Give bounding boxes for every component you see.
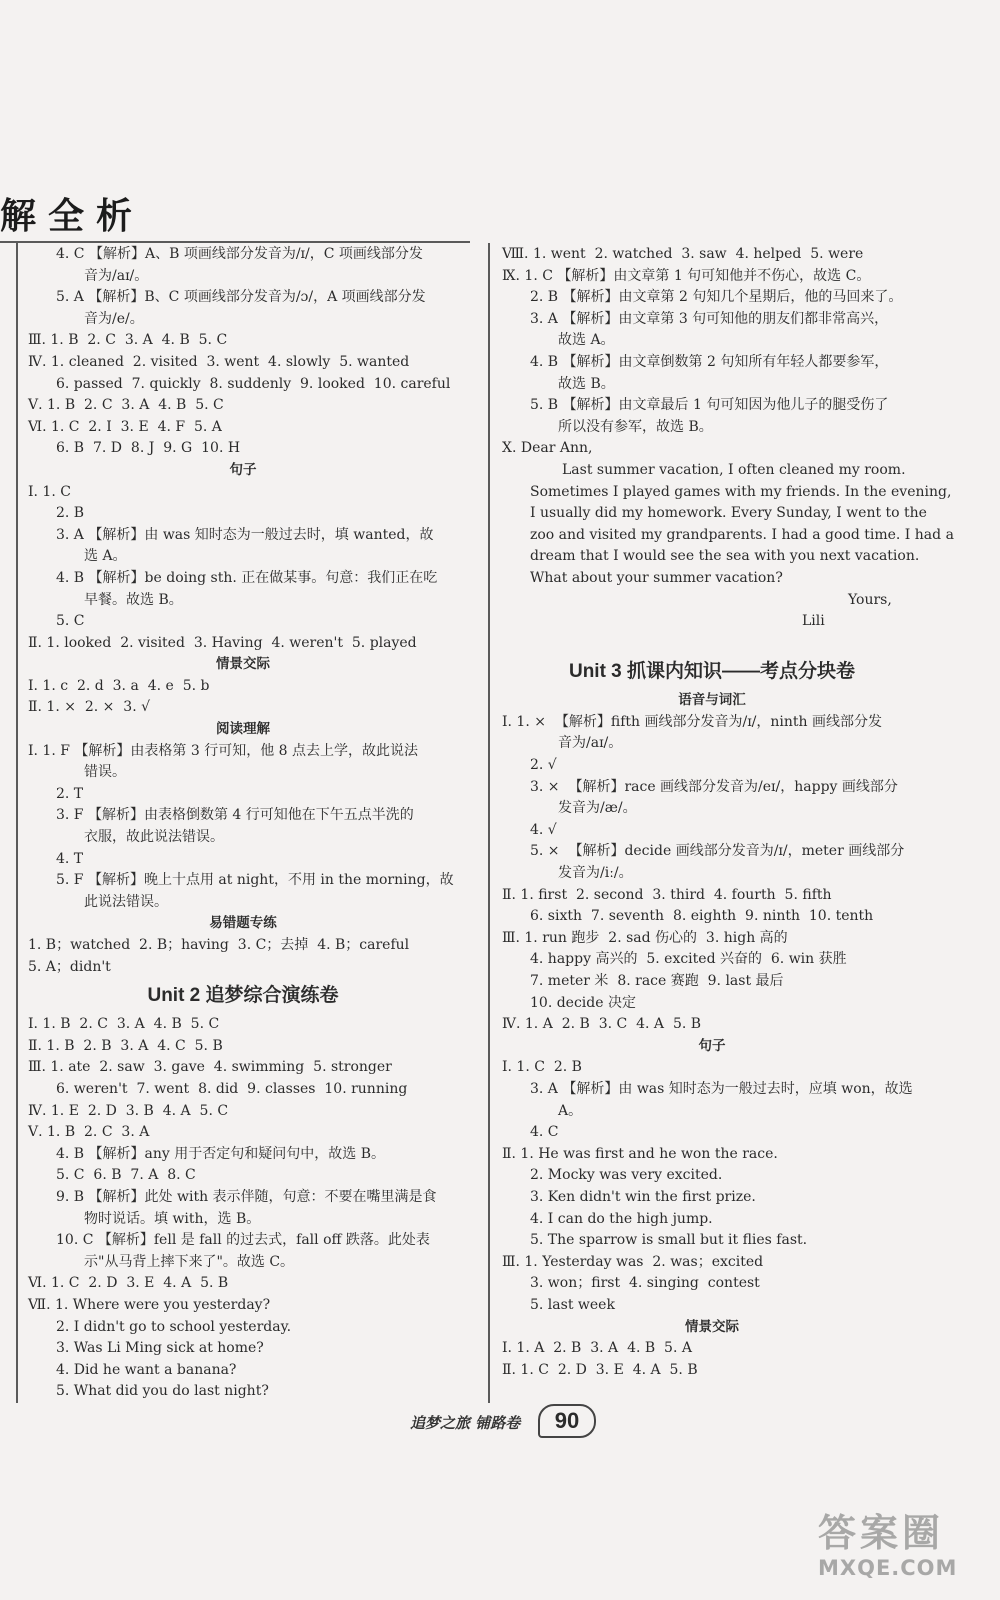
answer-line: 6. passed 7. quickly 8. suddenly 9. looked 10. careful — [56, 375, 451, 392]
answer-line: 音为/aɪ/。 — [84, 267, 149, 284]
answer-line: 发音为/æ/。 — [558, 800, 637, 817]
answer-line: Ⅱ. 1. × 2. × 3. √ — [28, 699, 151, 716]
answer-line: 3. F 【解析】由表格倒数第 4 行可知他在下午五点半洗的 — [56, 807, 414, 824]
answer-line: 4. B 【解析】由文章倒数第 2 句知所有年轻人都要参军， — [530, 353, 889, 370]
answer-line: 5. C — [56, 613, 85, 630]
answer-line: 6. B 7. D 8. J 9. G 10. H — [56, 440, 241, 457]
answer-line: 5. F 【解析】晚上十点用 at night，不用 in the morning，故 — [56, 872, 454, 889]
answer-line: Ⅲ. 1. ate 2. saw 3. gave 4. swimming 5. stronger — [28, 1059, 392, 1076]
answer-line: 4. √ — [530, 821, 557, 838]
answer-line: 3. × 【解析】race 画线部分发音为/eɪ/，happy 画线部分 — [530, 778, 898, 795]
answer-line: Ⅲ. 1. Yesterday was 2. was；excited — [502, 1253, 764, 1270]
answer-line: Lili — [802, 613, 825, 630]
answer-line: 4. C — [530, 1124, 559, 1141]
answer-line: 6. sixth 7. seventh 8. eighth 9. ninth 10. tenth — [530, 908, 874, 925]
section-heading: 语音与词汇 — [678, 692, 746, 709]
answer-line: 3. won；first 4. singing contest — [530, 1275, 760, 1292]
answer-line: Ⅳ. 1. A 2. B 3. C 4. A 5. B — [502, 1016, 702, 1033]
answer-line: 4. B 【解析】any 用于否定句和疑问句中，故选 B。 — [56, 1145, 386, 1162]
left-margin-rule — [16, 243, 18, 1403]
answer-line: Ⅰ. 1. C — [28, 483, 71, 500]
answer-line: 故选 A。 — [558, 332, 615, 349]
answer-line: 5. What did you do last night? — [56, 1383, 269, 1400]
column-divider — [488, 243, 490, 1403]
answer-line: 10. C 【解析】fell 是 fall 的过去式，fall off 跌落。此处表 — [56, 1232, 430, 1249]
answer-line: 2. T — [56, 785, 84, 802]
answer-line: Ⅱ. 1. looked 2. visited 3. Having 4. weren't 5. played — [28, 634, 417, 651]
answer-line: 发音为/iː/。 — [558, 865, 633, 882]
answer-line: 音为/e/。 — [84, 310, 144, 327]
answer-line: 音为/aɪ/。 — [558, 735, 623, 752]
answer-line: Ⅰ. 1. C 2. B — [502, 1059, 582, 1076]
answer-line: 7. meter 米 8. race 赛跑 9. last 最后 — [530, 973, 784, 989]
page-footer — [410, 1404, 600, 1438]
answer-line: 示"从马背上摔下来了"。故选 C。 — [84, 1253, 295, 1270]
section-heading: 情景交际 — [216, 656, 270, 673]
answer-line: 2. B — [56, 505, 85, 522]
answer-line: 衣服，故此说法错误。 — [84, 829, 224, 846]
answer-line: Sometimes I played games with my friends. In the evening, — [530, 483, 952, 500]
answer-line: Ⅰ. 1. B 2. C 3. A 4. B 5. C — [28, 1016, 220, 1033]
answer-line: I usually did my homework. Every Sunday, I went to the — [530, 505, 927, 522]
watermark-url: MXQE.COM — [818, 1556, 958, 1580]
section-heading: 句子 — [698, 1037, 726, 1054]
answer-line: 5. × 【解析】decide 画线部分发音为/ɪ/，meter 画线部分 — [530, 843, 905, 860]
answer-line: 3. Ken didn't win the first prize. — [530, 1188, 756, 1205]
answer-line: Ⅵ. 1. C 2. I 3. E 4. F 5. A — [28, 418, 222, 435]
answer-line: 早餐。故选 B。 — [84, 591, 183, 608]
answer-line: 故选 B。 — [558, 375, 615, 392]
section-heading: 情景交际 — [685, 1318, 739, 1335]
answer-line: 5. B 【解析】由文章最后 1 句可知因为他儿子的腿受伤了 — [530, 397, 889, 414]
answer-line: 错误。 — [84, 764, 126, 781]
watermark-logo — [818, 1510, 988, 1590]
brand-logo: 追梦之旅 铺路卷 — [410, 1414, 521, 1432]
section-heading: 阅读理解 — [216, 721, 270, 738]
answer-line: 2. B 【解析】由文章第 2 句知几个星期后，他的马回来了。 — [530, 289, 903, 306]
answer-line: What about your summer vacation? — [530, 569, 783, 586]
page-title: 解全析 — [0, 196, 145, 237]
answer-line: Ⅰ. 1. F 【解析】由表格第 3 行可知，他 8 点去上学，故此说法 — [28, 742, 419, 759]
answer-line: Ⅴ. 1. B 2. C 3. A 4. B 5. C — [28, 397, 224, 414]
answer-line: Ⅵ. 1. C 2. D 3. E 4. A 5. B — [28, 1275, 229, 1292]
answer-line: dream that I would see the sea with you next vacation. — [530, 548, 920, 565]
answer-line: Ⅸ. 1. C 【解析】由文章第 1 句可知他并不伤心，故选 C。 — [502, 267, 871, 284]
answer-line: Ⅹ. Dear Ann, — [502, 440, 593, 457]
answer-line: Ⅲ. 1. B 2. C 3. A 4. B 5. C — [28, 332, 228, 349]
answer-line: Ⅱ. 1. first 2. second 3. third 4. fourth 5. fifth — [502, 886, 832, 903]
watermark-text: 答案圈 — [818, 1511, 945, 1555]
answer-line: 4. T — [56, 850, 84, 867]
answer-line: 3. A 【解析】由文章第 3 句可知他的朋友们都非常高兴， — [530, 310, 889, 327]
left-column — [28, 244, 458, 1403]
answer-line: 4. Did he want a banana? — [56, 1361, 237, 1378]
answer-line: 4. I can do the high jump. — [530, 1210, 713, 1227]
answer-line: 4. happy 高兴的 5. excited 兴奋的 6. win 获胜 — [530, 951, 847, 968]
section-heading: 易错题专练 — [209, 915, 277, 932]
answer-line: 5. A；didn't — [28, 958, 111, 975]
answer-line — [502, 633, 922, 655]
answer-line: Ⅱ. 1. He was first and he won the race. — [502, 1145, 778, 1162]
answer-line: 1. B；watched 2. B；having 3. C；去掉 4. B；careful — [28, 937, 410, 953]
answer-line: 3. A 【解析】由 was 知时态为一般过去时，应填 won，故选 — [530, 1080, 913, 1097]
answer-line: Ⅴ. 1. B 2. C 3. A — [28, 1124, 150, 1141]
answer-line: Last summer vacation, I often cleaned my room. — [562, 461, 906, 478]
answer-line: 5. The sparrow is small but it flies fast. — [530, 1232, 808, 1249]
answer-line: 2. Mocky was very excited. — [530, 1167, 723, 1184]
answer-line: 2. I didn't go to school yesterday. — [56, 1318, 292, 1335]
answer-line: Ⅱ. 1. B 2. B 3. A 4. C 5. B — [28, 1037, 223, 1054]
answer-line: Ⅰ. 1. × 【解析】fifth 画线部分发音为/ɪ/，ninth 画线部分发 — [502, 713, 882, 730]
answer-line: 2. √ — [530, 757, 557, 774]
answer-line: Ⅲ. 1. run 跑步 2. sad 伤心的 3. high 高的 — [502, 929, 788, 946]
answer-line: 3. A 【解析】由 was 知时态为一般过去时，填 wanted，故 — [56, 526, 434, 543]
answer-line: 5. A 【解析】B、C 项画线部分发音为/ɔ/，A 项画线部分发 — [56, 289, 426, 306]
section-heading: 句子 — [229, 461, 257, 478]
header-divider — [0, 241, 470, 243]
answer-line: Ⅰ. 1. c 2. d 3. a 4. e 5. b — [28, 677, 210, 694]
answer-line: 4. C 【解析】A、B 项画线部分发音为/ɪ/，C 项画线部分发 — [56, 246, 423, 262]
unit-title: Unit 2 追梦综合演练卷 — [147, 985, 339, 1007]
answer-line: 10. decide 决定 — [530, 994, 636, 1011]
unit-title: Unit 3 抓课内知识——考点分块卷 — [568, 661, 856, 683]
answer-line: zoo and visited my grandparents. I had a good time. I had a — [530, 526, 954, 543]
page-number: 90 — [538, 1404, 596, 1438]
answer-line: Ⅰ. 1. A 2. B 3. A 4. B 5. A — [502, 1340, 692, 1357]
answer-line: Ⅱ. 1. C 2. D 3. E 4. A 5. B — [502, 1361, 698, 1378]
answer-line: Ⅷ. 1. went 2. watched 3. saw 4. helped 5. were — [502, 246, 864, 262]
answer-line: 3. Was Li Ming sick at home? — [56, 1340, 264, 1357]
answer-line: 9. B 【解析】此处 with 表示伴随，句意：不要在嘴里满是食 — [56, 1188, 437, 1205]
answer-line: 5. C 6. B 7. A 8. C — [56, 1167, 196, 1184]
answer-line: Ⅶ. 1. Where were you yesterday? — [28, 1296, 271, 1313]
answer-line: Ⅳ. 1. cleaned 2. visited 3. went 4. slowly 5. wanted — [28, 353, 410, 370]
right-column — [502, 244, 954, 1381]
answer-line: Ⅳ. 1. E 2. D 3. B 4. A 5. C — [28, 1102, 229, 1119]
answer-line: 所以没有参军，故选 B。 — [558, 418, 713, 435]
answer-line: 4. B 【解析】be doing sth. 正在做某事。句意：我们正在吃 — [56, 569, 438, 586]
answer-line: A。 — [558, 1102, 583, 1119]
answer-line: 此说法错误。 — [84, 893, 168, 910]
answer-line: Yours, — [848, 591, 892, 608]
answer-line: 物时说话。填 with，选 B。 — [84, 1210, 261, 1227]
answer-line: 选 A。 — [84, 548, 127, 565]
answer-line: 6. weren't 7. went 8. did 9. classes 10. running — [56, 1080, 408, 1097]
answer-line: 5. last week — [530, 1296, 615, 1313]
